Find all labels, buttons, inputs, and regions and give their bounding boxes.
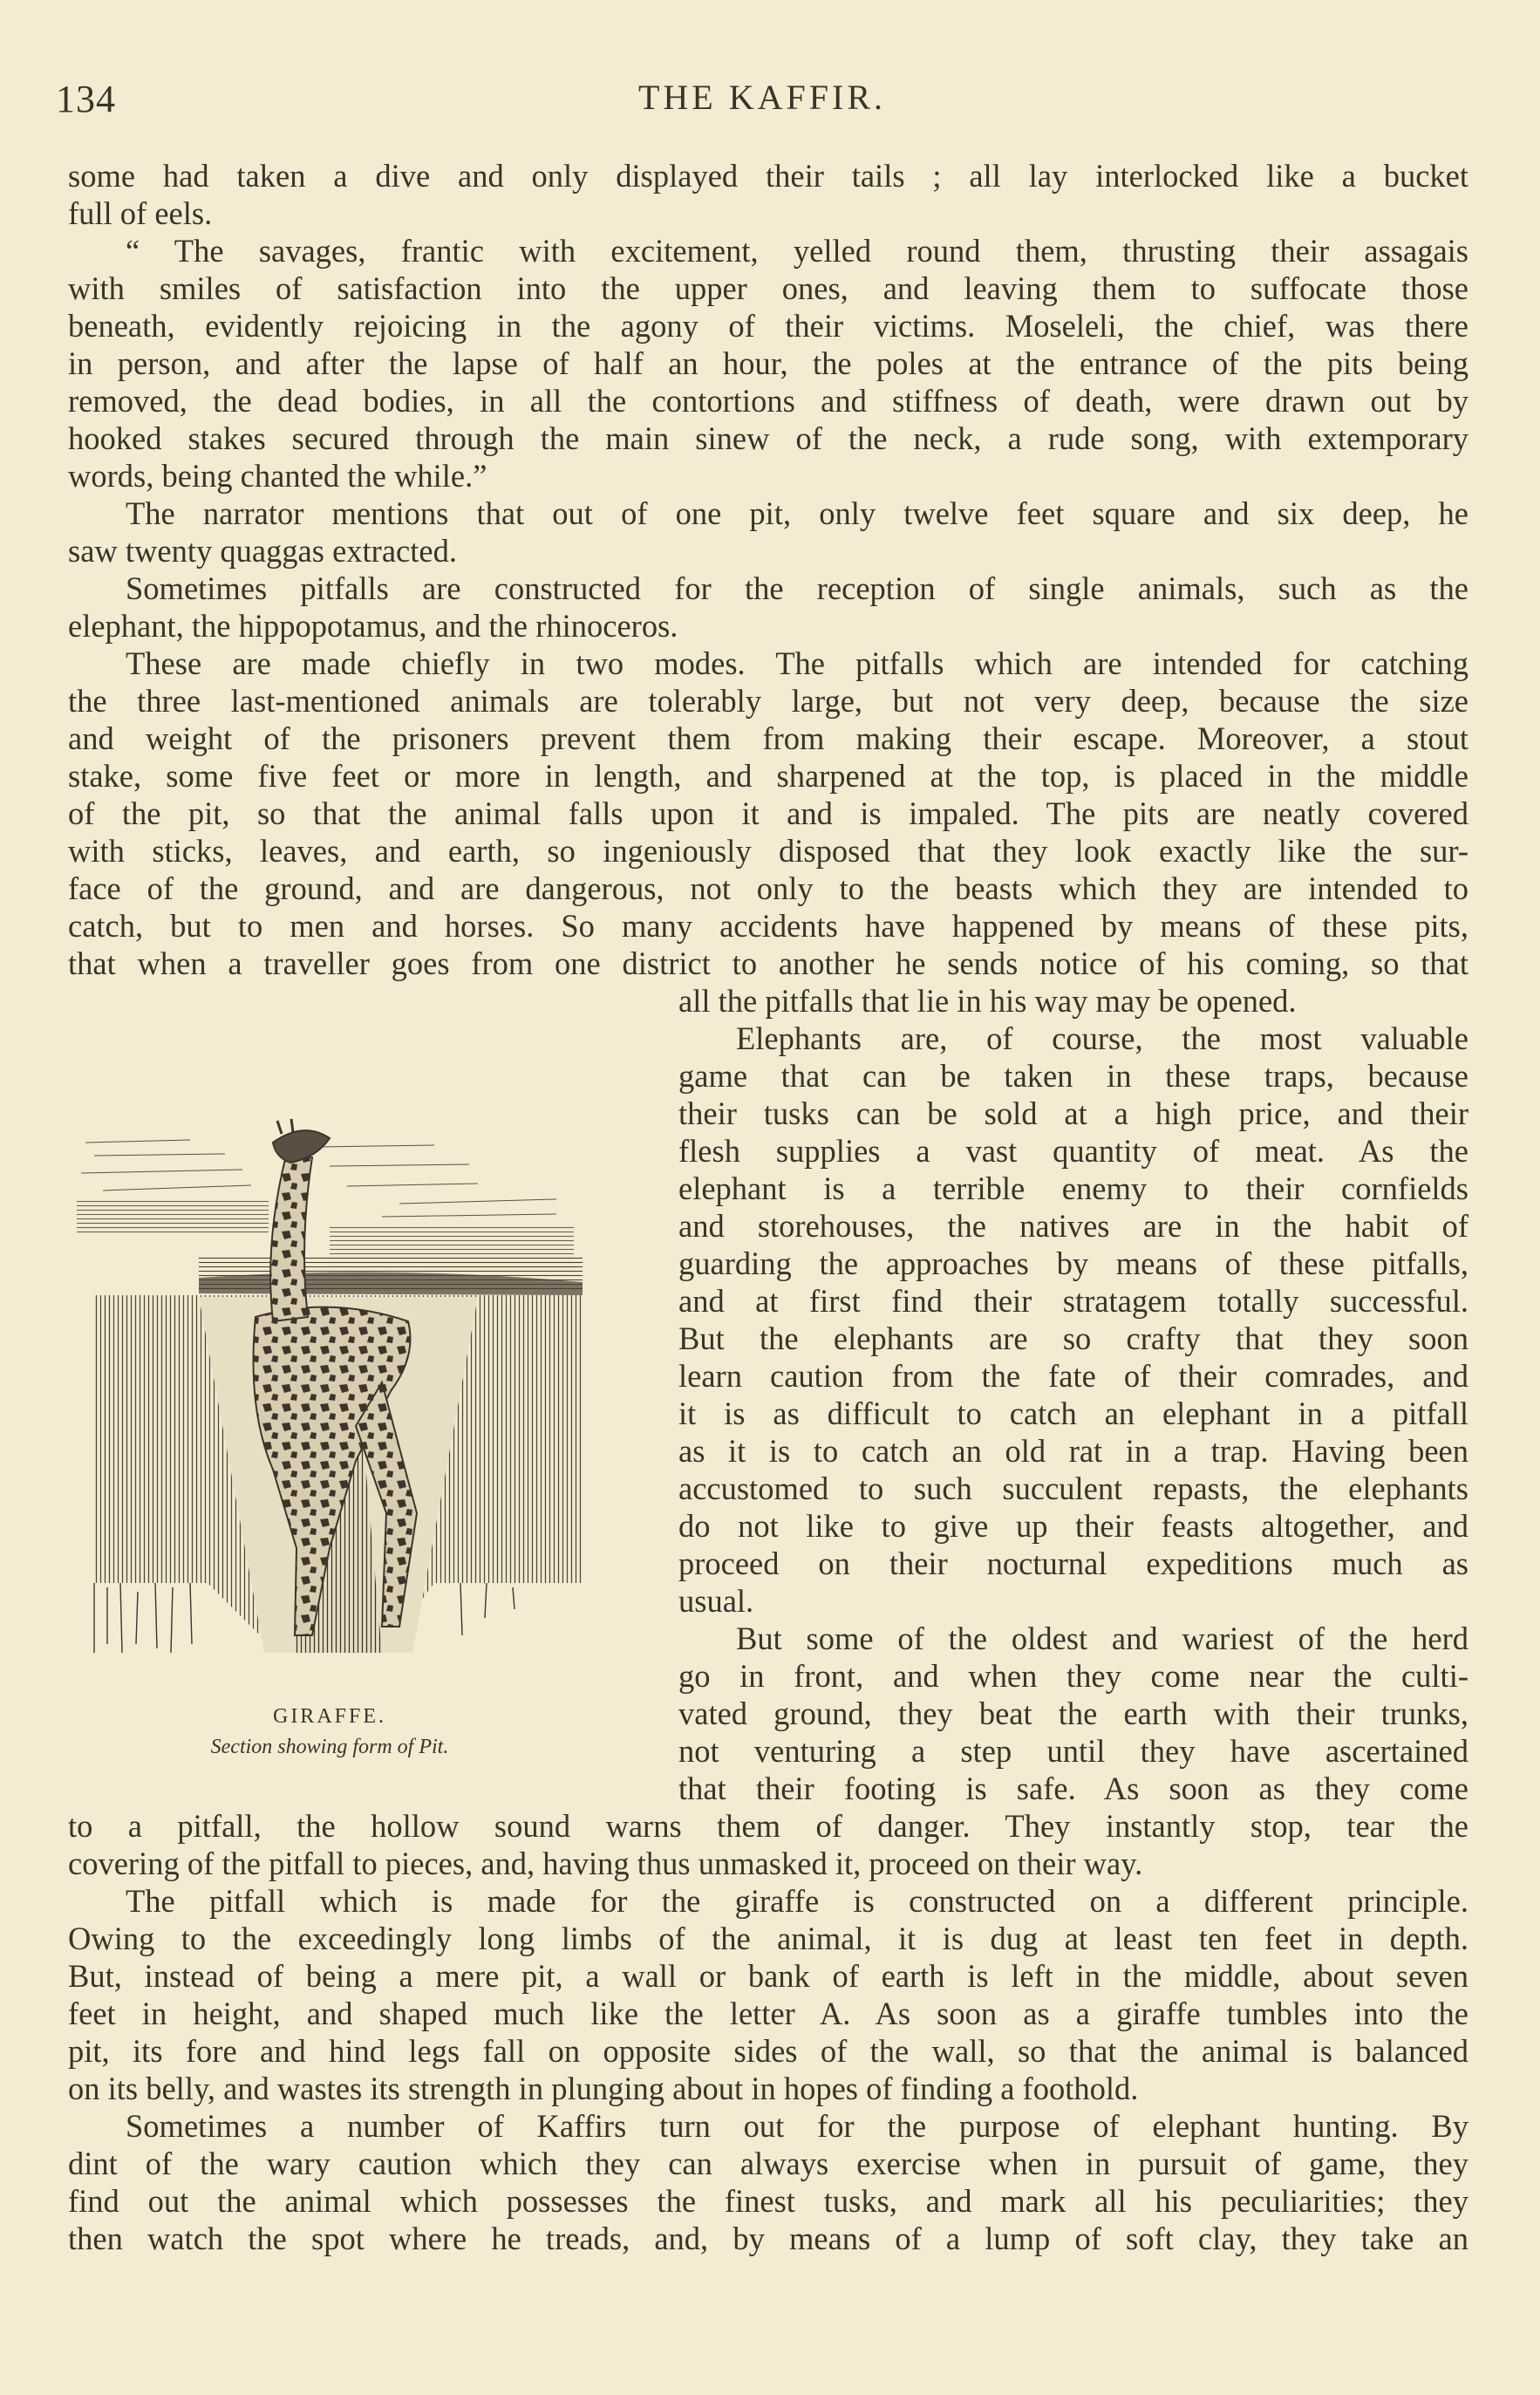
text-line: not venturing a step until they have ascertained <box>678 1733 1468 1769</box>
text-line: elephant, the hippopotamus, and the rhinoceros. <box>68 608 678 644</box>
text-line: that when a traveller goes from one district to another he sends notice of his coming, so that <box>68 945 1468 981</box>
text-line: it is as difficult to catch an elephant in a pitfall <box>678 1395 1468 1431</box>
figure-title: GIRAFFE. <box>272 1705 387 1728</box>
text-line: Sometimes pitfalls are constructed for the reception of single animals, such as the <box>126 570 1468 606</box>
page-header <box>56 77 1468 126</box>
text-line: removed, the dead bodies, in all the contortions and stiffness of death, were drawn out by <box>68 383 1468 419</box>
text-line: Elephants are, of course, the most valuable <box>736 1020 1468 1056</box>
giraffe-pit-engraving <box>68 1095 591 1696</box>
text-line: all the pitfalls that lie in his way may be opened. <box>678 983 1297 1019</box>
text-line: The narrator mentions that out of one pit, only twelve feet square and six deep, he <box>126 495 1468 531</box>
text-line: feet in height, and shaped much like the letter A. As soon as a giraffe tumbles into the <box>68 1996 1468 2031</box>
page-number: 134 <box>56 78 116 120</box>
text-line: usual. <box>678 1583 754 1619</box>
text-line: of the pit, so that the animal falls upon it and is impaled. The pits are neatly covered <box>68 795 1468 831</box>
text-line: words, being chanted the while.” <box>68 458 487 494</box>
text-line: that their footing is safe. As soon as they come <box>678 1771 1468 1806</box>
text-line: with sticks, leaves, and earth, so ingeniously disposed that they look exactly like the sur- <box>68 833 1468 869</box>
text-line: as it is to catch an old rat in a trap. Having been <box>678 1433 1468 1469</box>
text-line: But the elephants are so crafty that they soon <box>678 1320 1468 1356</box>
text-line: “ The savages, frantic with excitement, yelled round them, thrusting their assagais <box>126 233 1468 269</box>
text-line: some had taken a dive and only displayed their tails ; all lay interlocked like a bucket <box>68 158 1468 194</box>
text-line: accustomed to such succulent repasts, the elephants <box>678 1470 1468 1506</box>
text-line: in person, and after the lapse of half an hour, the poles at the entrance of the pits being <box>68 345 1468 381</box>
text-line: covering of the pitfall to pieces, and, having thus unmasked it, proceed on their way. <box>68 1846 1143 1881</box>
text-block-top <box>68 157 1468 982</box>
text-line: Sometimes a number of Kaffirs turn out for the purpose of elephant hunting. By <box>126 2108 1468 2144</box>
text-line: then watch the spot where he treads, and, by means of a lump of soft clay, they take an <box>68 2221 1468 2256</box>
figure-subtitle: Section showing form of Pit. <box>210 1736 449 1758</box>
text-line: full of eels. <box>68 195 213 231</box>
text-line: go in front, and when they come near the culti- <box>678 1658 1468 1694</box>
text-line: on its belly, and wastes its strength in plunging about in hopes of finding a foothold. <box>68 2071 1139 2106</box>
text-line: with smiles of satisfaction into the upper ones, and leaving them to suffocate those <box>68 270 1468 306</box>
running-title: THE KAFFIR. <box>637 78 887 117</box>
text-line: elephant is a terrible enemy to their cornfields <box>678 1170 1468 1206</box>
text-line: and weight of the prisoners prevent them from making their escape. Moreover, a stout <box>68 720 1468 756</box>
text-line: and storehouses, the natives are in the habit of <box>678 1208 1468 1244</box>
text-line: beneath, evidently rejoicing in the agony of their victims. Moseleli, the chief, was there <box>68 308 1468 344</box>
text-line: game that can be taken in these traps, because <box>678 1058 1468 1094</box>
text-line: catch, but to men and horses. So many accidents have happened by means of these pits, <box>68 908 1468 944</box>
text-line: to a pitfall, the hollow sound warns them of danger. They instantly stop, tear the <box>68 1808 1468 1844</box>
text-block-column <box>678 982 1468 1807</box>
text-line: saw twenty quaggas extracted. <box>68 533 457 569</box>
text-line: learn caution from the fate of their comrades, and <box>678 1358 1468 1394</box>
text-line: But, instead of being a mere pit, a wall or bank of earth is left in the middle, about seven <box>68 1958 1468 1994</box>
text-line: flesh supplies a vast quantity of meat. As the <box>678 1133 1468 1169</box>
text-line: their tusks can be sold at a high price, and their <box>678 1095 1468 1131</box>
text-line: the three last-mentioned animals are tolerably large, but not very deep, because the size <box>68 683 1468 719</box>
text-line: But some of the oldest and wariest of the herd <box>736 1621 1468 1656</box>
text-line: Owing to the exceedingly long limbs of the animal, it is dug at least ten feet in depth. <box>68 1921 1468 1956</box>
text-line: and at first find their stratagem totally successful. <box>678 1283 1468 1319</box>
text-line: These are made chiefly in two modes. The pitfalls which are intended for catching <box>126 645 1468 681</box>
text-line: find out the animal which possesses the finest tusks, and mark all his peculiarities; they <box>68 2183 1468 2219</box>
giraffe-pit-illustration <box>68 1095 591 1757</box>
text-line: dint of the wary caution which they can always exercise when in pursuit of game, they <box>68 2146 1468 2181</box>
text-line: stake, some five feet or more in length, and sharpened at the top, is placed in the middle <box>68 758 1468 794</box>
text-line: guarding the approaches by means of these pitfalls, <box>678 1245 1468 1281</box>
text-line: proceed on their nocturnal expeditions much as <box>678 1545 1468 1581</box>
text-line: The pitfall which is made for the giraffe is constructed on a different principle. <box>126 1883 1468 1919</box>
text-line: do not like to give up their feasts altogether, and <box>678 1508 1468 1544</box>
text-line: pit, its fore and hind legs fall on opposite sides of the wall, so that the animal is balanced <box>68 2033 1468 2069</box>
text-block-bottom <box>68 1807 1468 2257</box>
text-line: vated ground, they beat the earth with their trunks, <box>678 1696 1468 1731</box>
text-line: face of the ground, and are dangerous, not only to the beasts which they are intended to <box>68 870 1468 906</box>
text-line: hooked stakes secured through the main sinew of the neck, a rude song, with extemporary <box>68 420 1468 456</box>
